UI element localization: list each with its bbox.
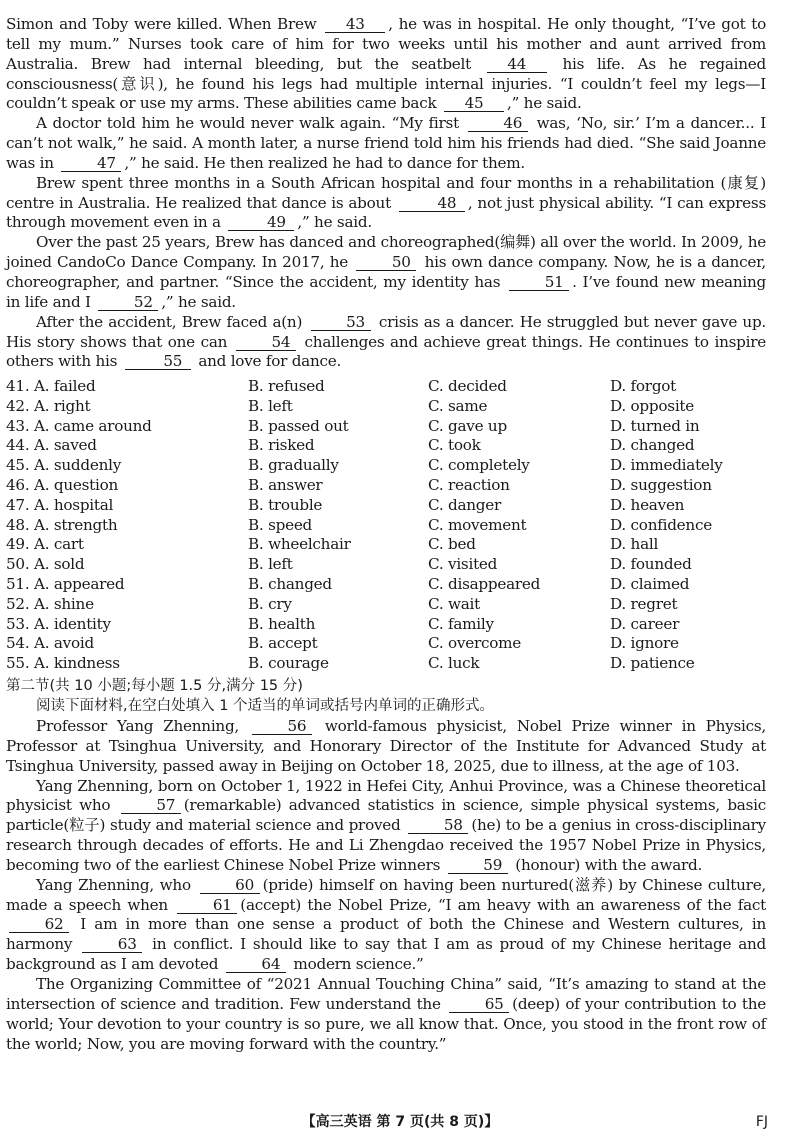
option-row xyxy=(6,634,766,654)
option-a: 52. A. shine xyxy=(6,594,94,613)
option-row xyxy=(6,417,766,437)
passage-text: After the accident, Brew faced a(n) xyxy=(36,312,303,331)
option-a: 49. A. cart xyxy=(6,535,84,554)
passage-text: crisis as a dancer. He struggled but never gave up. His story shows that one can xyxy=(6,312,767,351)
option-a: 48. A. strength xyxy=(6,515,118,534)
option-row xyxy=(6,615,766,635)
passage-text: (pride) himself on having been nurtured(滋养) by Chinese culture, made a speech when xyxy=(6,875,767,914)
passage-text: (deep) of your contribution to the world; Your devotion to your country is so pure, we all know that. Once, you stood in the front row of the world; Now, you are moving forward with the country.” xyxy=(6,994,767,1053)
option-a: 54. A. avoid xyxy=(6,634,94,653)
option-row xyxy=(6,496,766,516)
option-c: C. movement xyxy=(428,515,527,534)
option-c: C. decided xyxy=(428,377,507,395)
passage-text: ,” he said. xyxy=(297,213,372,232)
option-a: 53. A. identity xyxy=(6,614,111,633)
passage-text: , he was in hospital. He only thought, “I’ve got to tell my mum.” Nurses took care of him for two weeks until his mother and aunt arrived from Australia. Brew had internal bleeding, but the seatbelt xyxy=(6,15,767,73)
option-d: D. patience xyxy=(610,654,695,673)
option-b: B. left xyxy=(248,555,293,574)
option-row xyxy=(6,595,766,615)
options-grid xyxy=(6,377,766,674)
option-b: B. cry xyxy=(248,594,292,613)
cloze-paragraph xyxy=(6,114,766,174)
option-d: D. career xyxy=(610,614,680,633)
blank-43: 43 xyxy=(325,16,385,33)
option-b: B. health xyxy=(248,614,316,633)
passage-text: I am in more than one sense a product of both the Chinese and Western cultures, in harmony xyxy=(6,915,766,954)
passage-text: (remarkable) advanced statistics in science, simple physical systems, basic particle(粒子) study and material science and proved xyxy=(6,796,767,835)
grammar-paragraph xyxy=(6,717,766,777)
passage-text: ,” he said. He then realized he had to dance for them. xyxy=(124,153,525,172)
passage-text: (honour) with the award. xyxy=(515,855,703,874)
grammar-paragraph xyxy=(6,975,766,1054)
option-c: C. gave up xyxy=(428,416,507,435)
blank-44: 44 xyxy=(487,56,547,73)
option-d: D. suggestion xyxy=(610,475,712,494)
option-row xyxy=(6,555,766,575)
passage-text: . I’ve found new meaning in life and I xyxy=(6,272,767,311)
cloze-paragraph xyxy=(6,174,766,234)
option-row xyxy=(6,535,766,555)
passage-text: Professor Yang Zhenning, xyxy=(36,717,240,735)
passage-text: Brew spent three months in a South African hospital and four months in a rehabilitation (康复) centre in Australia. He realized that dance is about xyxy=(6,173,766,212)
grammar-passage xyxy=(6,717,766,1054)
passage-text: The Organizing Committee of “2021 Annual Touching China” said, “It’s amazing to stand at the intersection of science and tradition. Few understand the xyxy=(6,974,766,1013)
passage-text: Over the past 25 years, Brew has danced and choreographed(编舞) all over the world. In 2009, he joined CandoCo Dance Company. In 2017, he xyxy=(6,233,766,272)
blank-61: 61 xyxy=(177,897,237,914)
option-c: C. family xyxy=(428,614,494,633)
option-a: 46. A. question xyxy=(6,475,119,494)
blank-53: 53 xyxy=(311,314,371,331)
passage-text: Yang Zhenning, born on October 1, 1922 in Hefei City, Anhui Province, was a Chinese theoretical physicist who xyxy=(6,776,766,815)
blank-64: 64 xyxy=(226,956,286,973)
option-c: C. completely xyxy=(428,456,530,475)
option-a: 45. A. suddenly xyxy=(6,456,122,475)
blank-46: 46 xyxy=(468,115,528,132)
option-c: C. took xyxy=(428,436,481,455)
blank-47: 47 xyxy=(61,155,121,172)
option-a: 47. A. hospital xyxy=(6,495,114,514)
option-a: 50. A. sold xyxy=(6,555,85,574)
option-d: D. hall xyxy=(610,535,659,554)
option-d: D. turned in xyxy=(610,416,700,435)
option-d: D. immediately xyxy=(610,456,723,475)
passage-text: and love for dance. xyxy=(198,352,342,371)
option-a: 44. A. saved xyxy=(6,436,97,455)
option-d: D. founded xyxy=(610,555,692,574)
blank-63: 63 xyxy=(82,936,142,953)
option-a: 43. A. came around xyxy=(6,416,152,435)
blank-49: 49 xyxy=(228,214,294,231)
option-d: D. claimed xyxy=(610,574,690,593)
passage-text: his own dance company. Now, he is a dancer, choreographer, and partner. “Since the accident, my identity has xyxy=(6,253,766,291)
passage-text: in conflict. I should like to say that I am as proud of my Chinese heritage and background as I am devoted xyxy=(6,935,766,974)
cloze-paragraph xyxy=(6,15,766,114)
option-d: D. changed xyxy=(610,436,695,455)
blank-57: 57 xyxy=(121,797,181,814)
section-instruction: 阅读下面材料,在空白处填入 1 个适当的单词或括号内单词的正确形式。 xyxy=(36,697,495,714)
section-2-header xyxy=(6,677,766,717)
option-b: B. courage xyxy=(248,654,329,673)
option-d: D. regret xyxy=(610,594,678,613)
blank-60: 60 xyxy=(200,877,260,894)
option-c: C. reaction xyxy=(428,475,510,494)
option-b: B. left xyxy=(248,396,293,415)
cloze-passage xyxy=(6,15,766,372)
passage-text: Yang Zhenning, who xyxy=(36,875,191,894)
option-c: C. bed xyxy=(428,535,476,554)
option-b: B. gradually xyxy=(248,456,339,475)
option-row xyxy=(6,456,766,476)
passage-text: was, ‘No, sir.’ I’m a dancer... I can’t not walk,” he said. A month later, a nurse friend told him his friends had died. “She said Joanne was in xyxy=(6,114,766,172)
blank-58: 58 xyxy=(408,817,468,834)
option-c: C. danger xyxy=(428,495,502,514)
passage-text: his life. As he regained consciousness(意识), he found his legs had multiple internal injuries. “I couldn’t feel my legs—I couldn’t speak or use my arms. These abilities came back xyxy=(6,54,766,113)
option-b: B. speed xyxy=(248,515,313,534)
option-c: C. visited xyxy=(428,555,498,574)
option-b: B. passed out xyxy=(248,416,349,435)
option-d: D. confidence xyxy=(610,515,712,534)
option-a: 55. A. kindness xyxy=(6,654,120,673)
passage-text: A doctor told him he would never walk again. “My first xyxy=(36,114,459,133)
option-row xyxy=(6,476,766,496)
option-row xyxy=(6,654,766,674)
page-number-label: 【高三英语 第 7 页(共 8 页)】 xyxy=(301,1114,499,1130)
passage-text: challenges and achieve great things. He continues to inspire others with his xyxy=(6,332,766,371)
option-b: B. trouble xyxy=(248,495,323,514)
blank-65: 65 xyxy=(449,996,509,1013)
option-row xyxy=(6,575,766,595)
passage-text: (he) to be a genius in cross-disciplinary research through decades of efforts. He and Li Zhengdao received the 1957 Nobel Prize in Physics, becoming two of the earliest Chinese Nobel Prize winners xyxy=(6,816,767,874)
region-code: FJ xyxy=(755,1114,768,1130)
option-b: B. accept xyxy=(248,634,318,653)
option-d: D. ignore xyxy=(610,634,679,653)
option-c: C. overcome xyxy=(428,634,521,653)
grammar-paragraph xyxy=(6,777,766,876)
passage-text: modern science.” xyxy=(293,955,424,974)
option-b: B. refused xyxy=(248,377,325,395)
passage-text: ,” he said. xyxy=(161,292,236,311)
option-b: B. risked xyxy=(248,436,315,455)
option-b: B. changed xyxy=(248,574,332,593)
grammar-paragraph xyxy=(6,876,766,975)
blank-51: 51 xyxy=(509,274,569,291)
option-a: 41. A. failed xyxy=(6,377,96,395)
option-c: C. wait xyxy=(428,594,480,613)
passage-text: (accept) the Nobel Prize, “I am heavy with an awareness of the fact xyxy=(240,895,767,914)
option-c: C. luck xyxy=(428,654,480,673)
passage-text: world-famous physicist, Nobel Prize winner in Physics, Professor at Tsinghua University, and Honorary Director of the Institute for Advanced Study at Tsinghua University, passed away in Beijing on October 18, 2025, due to illness, at the age of 103. xyxy=(6,717,766,775)
passage-text: Simon and Toby were killed. When Brew xyxy=(6,15,317,33)
page-footer xyxy=(0,1110,800,1134)
section-heading: 第二节(共 10 小题;每小题 1.5 分,满分 15 分) xyxy=(6,678,303,694)
blank-56: 56 xyxy=(252,718,312,735)
blank-59: 59 xyxy=(448,857,508,874)
option-b: B. answer xyxy=(248,475,323,494)
option-d: D. heaven xyxy=(610,495,685,514)
option-row xyxy=(6,377,766,397)
blank-62: 62 xyxy=(9,916,69,933)
option-row xyxy=(6,516,766,536)
blank-55: 55 xyxy=(125,353,191,370)
option-d: D. forgot xyxy=(610,377,677,395)
cloze-paragraph xyxy=(6,233,766,312)
blank-50: 50 xyxy=(356,254,416,271)
blank-45: 45 xyxy=(444,95,504,112)
option-row xyxy=(6,436,766,456)
option-c: C. same xyxy=(428,396,488,415)
blank-54: 54 xyxy=(236,334,296,351)
passage-text: ,” he said. xyxy=(507,94,582,113)
blank-48: 48 xyxy=(399,195,465,212)
cloze-paragraph xyxy=(6,313,766,373)
option-a: 51. A. appeared xyxy=(6,574,125,593)
option-d: D. opposite xyxy=(610,396,695,415)
option-b: B. wheelchair xyxy=(248,535,351,554)
option-a: 42. A. right xyxy=(6,396,91,415)
option-c: C. disappeared xyxy=(428,574,541,593)
passage-text: , not just physical ability. “I can express through movement even in a xyxy=(6,193,766,232)
blank-52: 52 xyxy=(98,294,158,311)
option-row xyxy=(6,397,766,417)
